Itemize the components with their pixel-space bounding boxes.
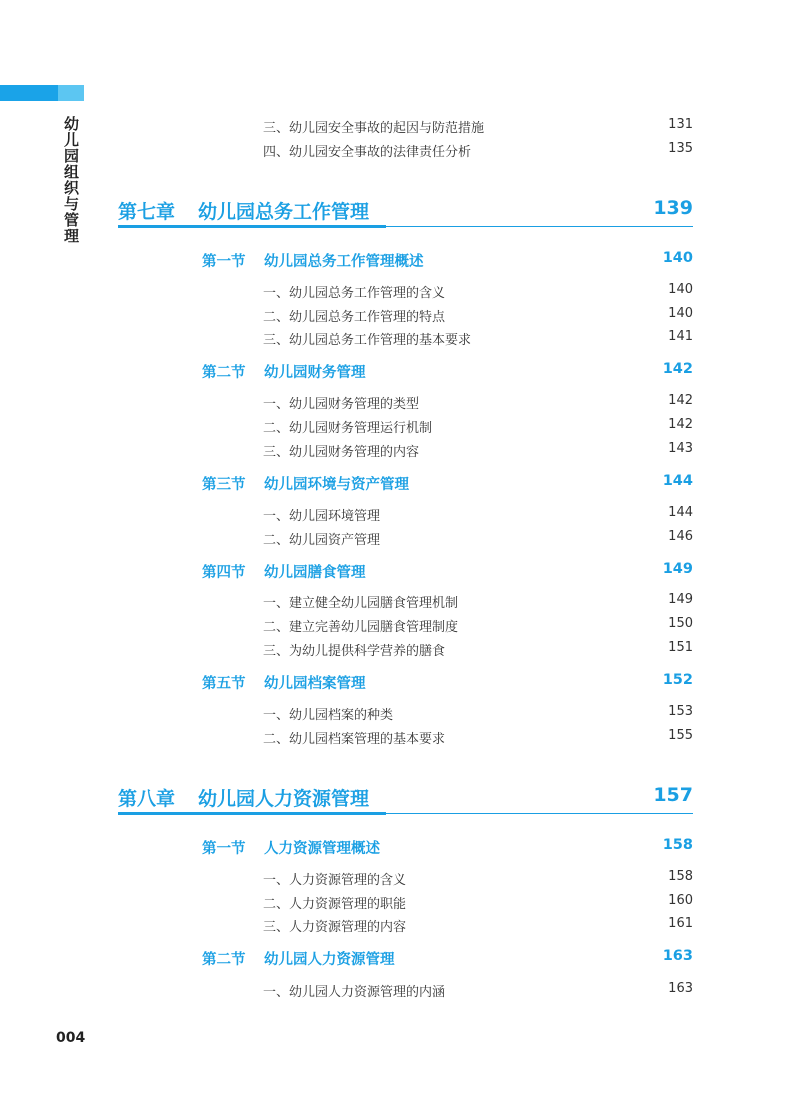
toc-item-page: 140 [668,282,693,297]
toc-item-label: 三、幼儿园财务管理的内容 [263,445,420,460]
toc-item-label: 二、幼儿园资产管理 [263,533,381,548]
section-number: 第二节 [202,365,246,381]
section-number: 第四节 [202,565,246,581]
toc-item-page: 149 [668,592,693,607]
toc-item-page: 141 [668,329,693,344]
chapter-number: 第八章 [118,788,176,810]
section-page: 149 [662,561,693,577]
toc-item-label: 二、幼儿园总务工作管理的特点 [263,310,446,325]
chapter-number: 第七章 [118,201,176,223]
toc-item-label: 一、幼儿园总务工作管理的含义 [263,286,446,301]
toc-item-label: 一、幼儿园人力资源管理的内涵 [263,985,446,1000]
toc-item-label: 三、为幼儿提供科学营养的膳食 [263,644,446,659]
section-page: 163 [662,948,693,964]
section-number: 第二节 [202,952,246,968]
toc-item-label: 三、幼儿园安全事故的起因与防范措施 [263,121,485,136]
toc-item-page: 151 [668,640,693,655]
section-page: 142 [662,361,693,377]
toc-item-page: 131 [668,117,693,132]
side-tab-highlight [58,85,84,101]
toc-item-page: 153 [668,704,693,719]
toc-item-label: 一、人力资源管理的含义 [263,873,407,888]
section-number: 第一节 [202,254,246,270]
toc-item-page: 142 [668,417,693,432]
toc-item-page: 135 [668,141,693,156]
section-page: 158 [662,837,693,853]
toc-item-label: 二、建立完善幼儿园膳食管理制度 [263,620,459,635]
section-page: 140 [662,250,693,266]
toc-item-label: 一、建立健全幼儿园膳食管理机制 [263,596,459,611]
toc-item-page: 140 [668,306,693,321]
chapter-page: 157 [653,784,693,806]
section-title: 幼儿园总务工作管理概述 [264,254,424,270]
toc-item-page: 144 [668,505,693,520]
chapter-title: 幼儿园总务工作管理 [198,201,370,223]
toc-item-label: 一、幼儿园档案的种类 [263,708,394,723]
book-title: 幼儿园组织与管理 [62,116,80,244]
toc-item-label: 三、人力资源管理的内容 [263,920,407,935]
toc-item-label: 四、幼儿园安全事故的法律责任分析 [263,145,472,160]
chapter-rule-accent [118,225,386,228]
section-title: 幼儿园人力资源管理 [264,952,395,968]
toc-item-label: 三、幼儿园总务工作管理的基本要求 [263,333,472,348]
section-title: 幼儿园膳食管理 [264,565,366,581]
section-title: 幼儿园财务管理 [264,365,366,381]
chapter-title: 幼儿园人力资源管理 [198,788,370,810]
toc-item-label: 二、幼儿园财务管理运行机制 [263,421,433,436]
toc-item-page: 150 [668,616,693,631]
toc-item-page: 158 [668,869,693,884]
page-number: 004 [56,1030,86,1046]
section-number: 第五节 [202,676,246,692]
toc-item-label: 二、幼儿园档案管理的基本要求 [263,732,446,747]
toc-item-page: 155 [668,728,693,743]
section-title: 人力资源管理概述 [264,841,380,857]
section-title: 幼儿园环境与资产管理 [264,477,409,493]
section-title: 幼儿园档案管理 [264,676,366,692]
toc-item-label: 二、人力资源管理的职能 [263,897,407,912]
toc-item-page: 160 [668,893,693,908]
toc-item-page: 142 [668,393,693,408]
toc-item-label: 一、幼儿园环境管理 [263,509,381,524]
chapter-page: 139 [653,197,693,219]
section-number: 第三节 [202,477,246,493]
section-number: 第一节 [202,841,246,857]
side-tab-marker [0,85,84,101]
section-page: 152 [662,672,693,688]
toc-item-label: 一、幼儿园财务管理的类型 [263,397,420,412]
toc-item-page: 163 [668,981,693,996]
toc-item-page: 161 [668,916,693,931]
toc-item-page: 143 [668,441,693,456]
section-page: 144 [662,473,693,489]
chapter-rule-accent [118,812,386,815]
toc-item-page: 146 [668,529,693,544]
